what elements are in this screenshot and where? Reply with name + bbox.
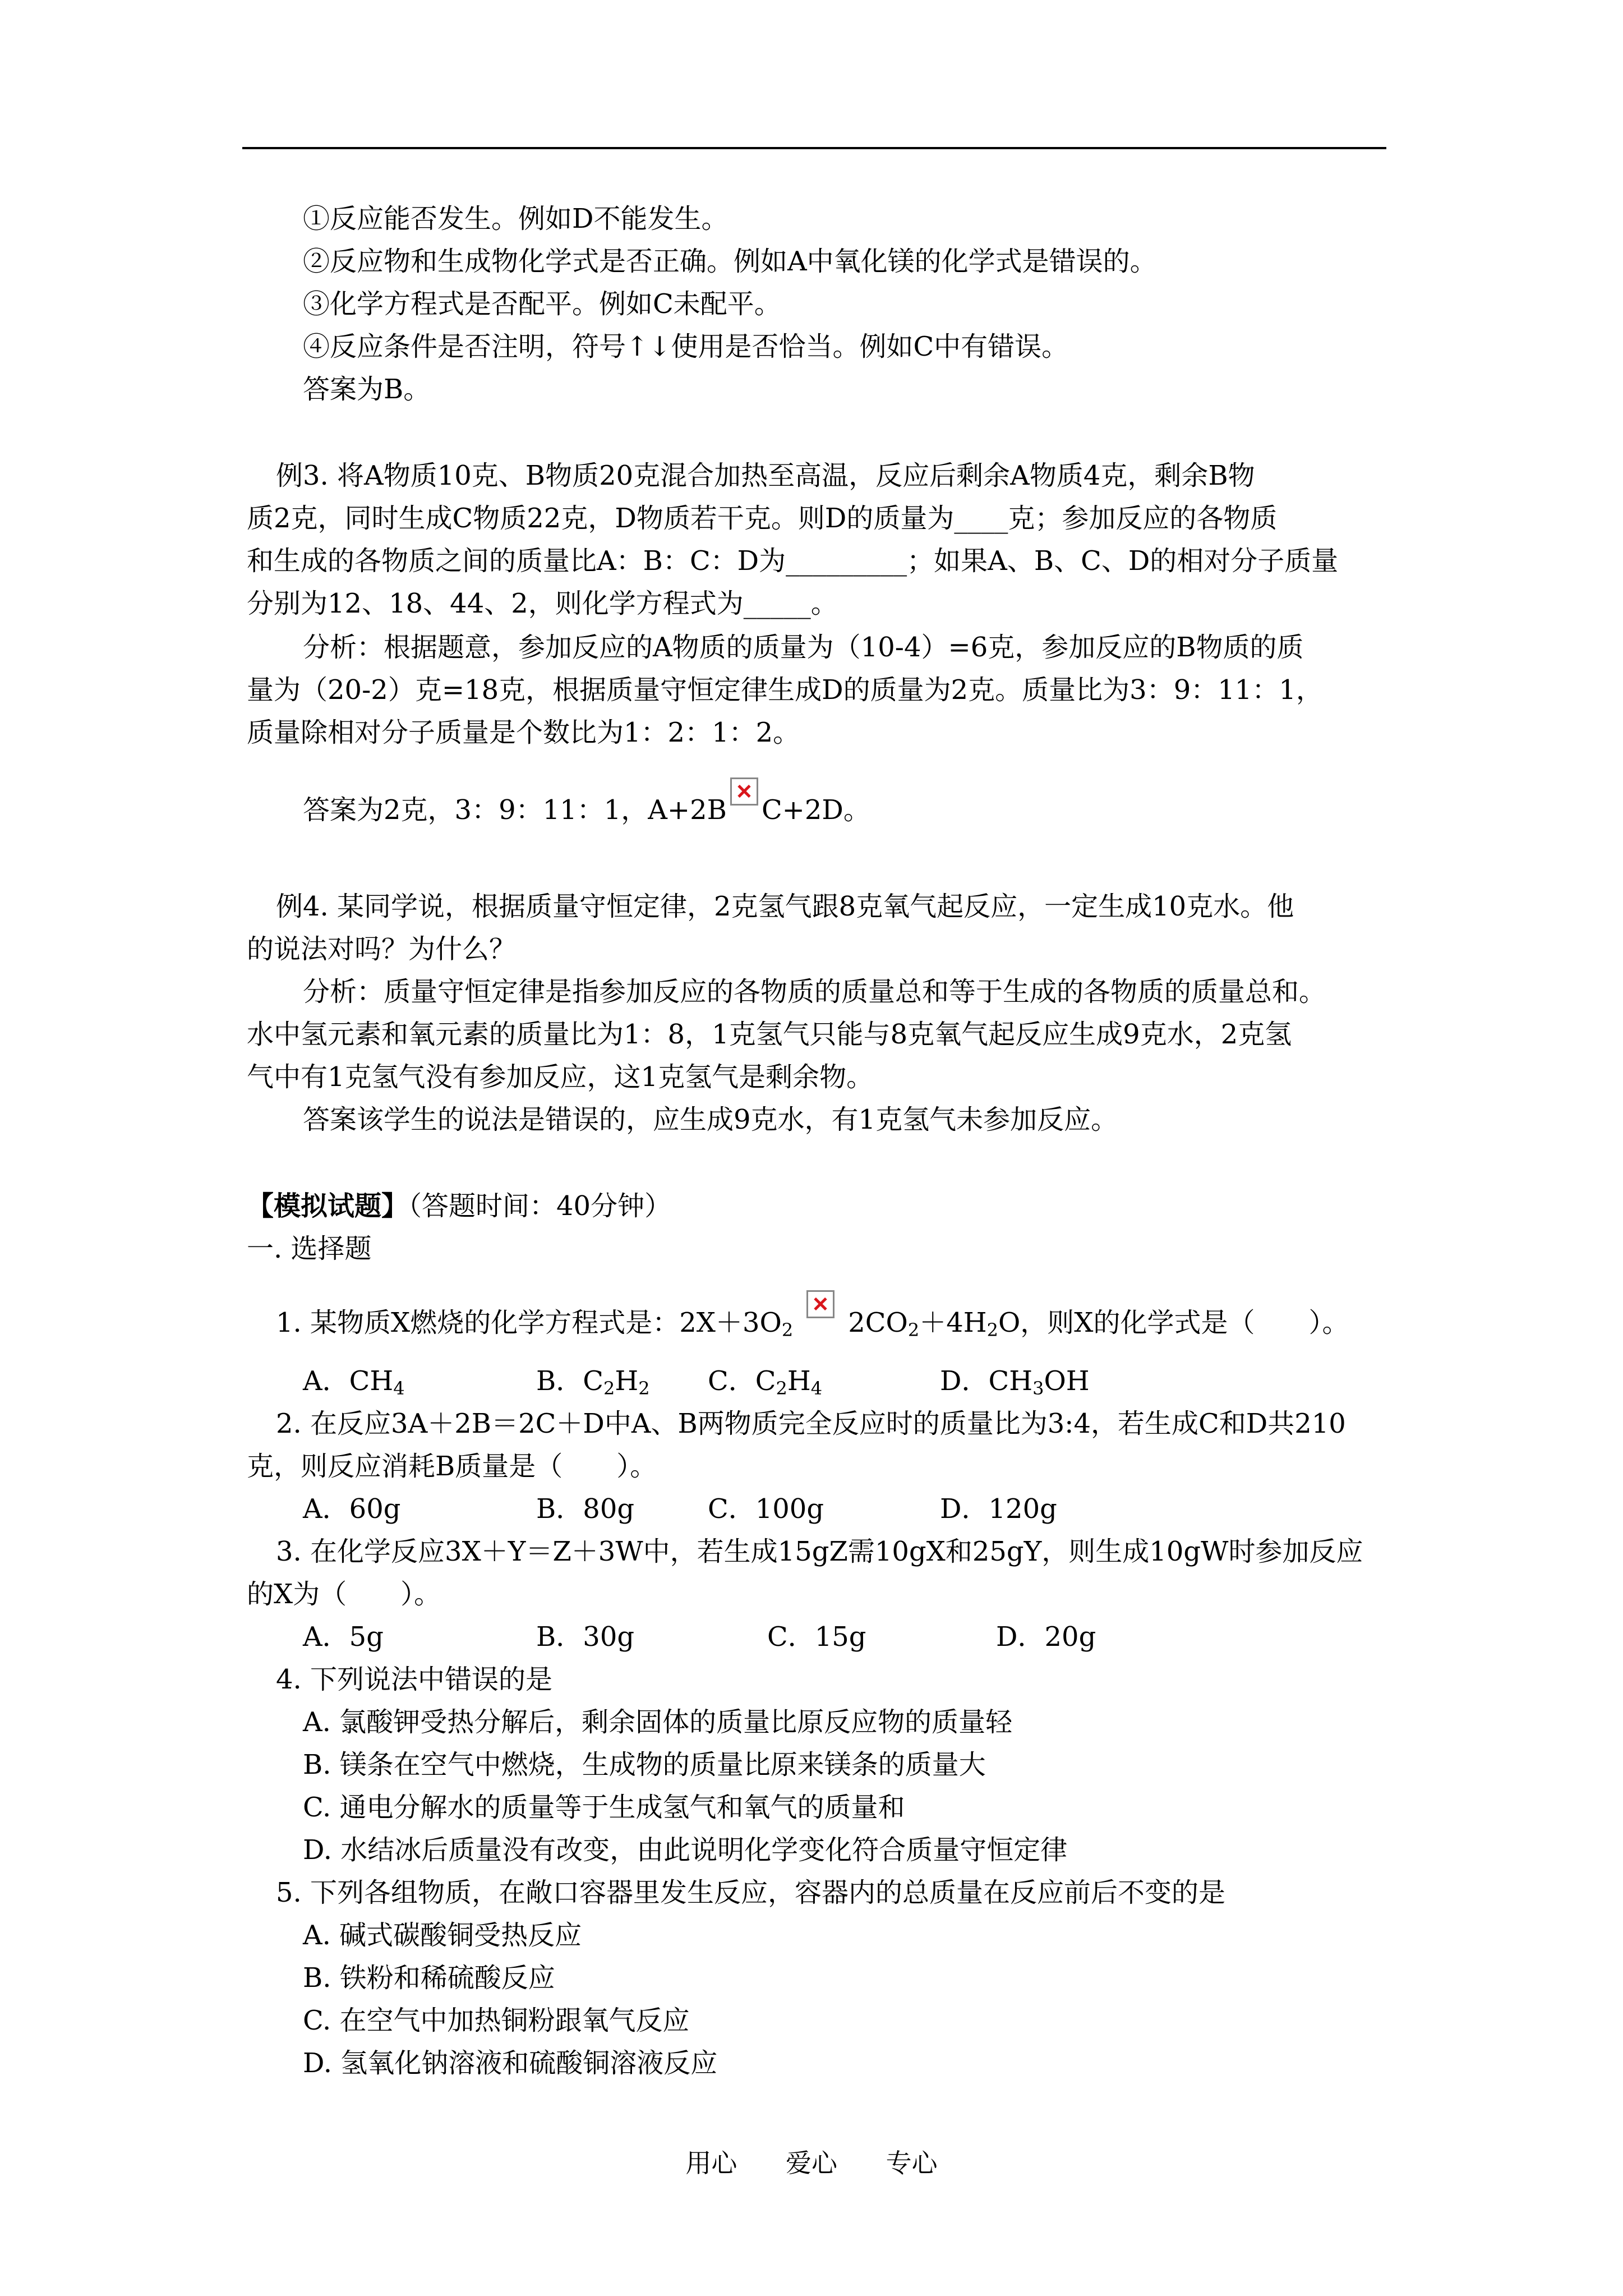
q1-stem-part-d: O，则X的化学式是（ ）。 [998,1307,1349,1338]
subscript: 2 [986,1319,998,1341]
q1-option-b [536,1364,650,1398]
analysis-point-1: ①反应能否发生。例如D不能发生。 [303,203,728,234]
option-text: C．C [708,1365,776,1397]
q1-stem-part-a: 1. 某物质X燃烧的化学方程式是：2X＋3O [276,1307,782,1338]
section-title: 一. 选择题 [247,1233,372,1264]
q1-option-d [940,1364,1090,1398]
example4-analysis-line-1: 分析：质量守恒定律是指参加反应的各物质的质量总和等于生成的各物质的质量总和。 [303,976,1326,1007]
footer-word-3: 专心 [886,2148,938,2178]
broken-image-icon [730,777,758,806]
q3-option-a: A．5g [303,1621,384,1653]
example3-question-line-3: 和生成的各物质之间的质量比A：B：C：D为_________；如果A、B、C、D的相对分子质量 [247,545,1339,577]
analysis-point-3: ③化学方程式是否配平。例如C未配平。 [303,288,781,320]
q5-option-d: D. 氢氧化钠溶液和硫酸铜溶液反应 [303,2047,718,2079]
subscript: 2 [907,1319,920,1341]
example3-answer-left: 答案为2克，3：9：11：1，A+2B [303,794,727,826]
option-text: OH [1044,1365,1090,1397]
subscript: 2 [638,1378,650,1399]
subscript: 2 [603,1378,615,1399]
subscript: 2 [781,1319,794,1341]
example3-analysis-line-3: 质量除相对分子质量是个数比为1：2：1：2。 [247,717,800,748]
q5-option-a: A. 碱式碳酸铜受热反应 [303,1920,582,1951]
option-text: D．CH [940,1365,1033,1397]
option-text: H [787,1365,811,1397]
q3-option-b: B．30g [536,1621,635,1653]
example4-question-line-2: 的说法对吗？为什么？ [247,933,517,965]
example3-question-line-4: 分别为12、18、44、2，则化学方程式为_____。 [247,588,838,619]
q5-option-c: C. 在空气中加热铜粉跟氧气反应 [303,2005,690,2036]
q4-option-b: B. 镁条在空气中燃烧，生成物的质量比原来镁条的质量大 [303,1749,986,1780]
q3-option-c: C．15g [767,1621,866,1653]
q4-stem: 4. 下列说法中错误的是 [276,1664,553,1695]
footer-word-1: 用心 [685,2148,737,2178]
example3-answer [303,793,870,827]
q1-stem-part-c: ＋4H [919,1307,987,1338]
q2-option-c: C．100g [708,1493,824,1525]
q3-stem-line-1: 3. 在化学反应3X＋Y＝Z＋3W中，若生成15gZ需10gX和25gY，则生成10gW时参加反应 [276,1536,1363,1567]
example4-answer: 答案该学生的说法是错误的，应生成9克水，有1克氢气未参加反应。 [303,1104,1118,1135]
q5-option-b: B. 铁粉和稀硫酸反应 [303,1962,555,1994]
q1-stem-part-b: 2CO [848,1307,908,1338]
footer-word-2: 爱心 [786,2148,837,2178]
mock-test-heading [247,1189,671,1223]
q2-stem-line-1: 2. 在反应3A＋2B＝2C＋D中A、B两物质完全反应时的质量比为3:4，若生成C和D共210 [276,1408,1346,1439]
option-text: H [615,1365,639,1397]
subscript: 4 [393,1378,405,1399]
example4-analysis-line-3: 气中有1克氢气没有参加反应，这1克氢气是剩余物。 [247,1061,874,1093]
broken-image-icon [806,1290,834,1318]
option-text: A．CH [303,1365,394,1397]
page-footer [0,2143,1623,2180]
example4-analysis-line-2: 水中氢元素和氧元素的质量比为1：8，1克氢气只能与8克氧气起反应生成9克水，2克氢 [247,1019,1292,1050]
q5-stem: 5. 下列各组物质，在敞口容器里发生反应，容器内的总质量在反应前后不变的是 [276,1877,1226,1908]
mock-test-title: 【模拟试题】 [247,1190,409,1222]
q4-option-d: D. 水结冰后质量没有改变，由此说明化学变化符合质量守恒定律 [303,1834,1068,1866]
q2-option-d: D．120g [940,1493,1057,1525]
example3-analysis-line-1: 分析：根据题意，参加反应的A物质的质量为（10-4）=6克，参加反应的B物质的质 [303,632,1304,663]
option-text: B．C [536,1365,604,1397]
example3-question-line-2: 质2克，同时生成C物质22克，D物质若干克。则D的质量为____克；参加反应的各物质 [247,503,1278,534]
q3-option-d: D．20g [996,1621,1096,1653]
q4-option-c: C. 通电分解水的质量等于生成氢气和氧气的质量和 [303,1792,905,1823]
q1-stem [276,1306,1349,1340]
example4-question-line-1: 例4. 某同学说，根据质量守恒定律，2克氢气跟8克氧气起反应，一定生成10克水。他 [276,891,1294,922]
q2-option-b: B．80g [536,1493,635,1525]
q1-option-a [303,1364,405,1398]
example3-answer-right: C+2D。 [761,794,870,826]
analysis-point-2: ②反应物和生成物化学式是否正确。例如A中氧化镁的化学式是错误的。 [303,246,1157,277]
example3-analysis-line-2: 量为（20-2）克=18克，根据质量守恒定律生成D的质量为2克。质量比为3：9：11：1， [247,674,1323,706]
q2-option-a: A．60g [303,1493,401,1525]
analysis-answer: 答案为B。 [303,374,431,405]
q1-option-c [708,1364,822,1398]
subscript: 3 [1032,1378,1044,1399]
q4-option-a: A. 氯酸钾受热分解后，剩余固体的质量比原反应物的质量轻 [303,1706,1013,1738]
example3-question-line-1: 例3. 将A物质10克、B物质20克混合加热至高温，反应后剩余A物质4克，剩余B物 [276,460,1255,491]
subscript: 2 [776,1378,787,1399]
analysis-point-4: ④反应条件是否注明，符号↑↓使用是否恰当。例如C中有错误。 [303,331,1069,362]
q2-stem-line-2: 克，则反应消耗B质量是（ ）。 [247,1451,657,1482]
subscript: 4 [810,1378,823,1399]
mock-test-time: （答题时间：40分钟） [408,1190,672,1222]
header-rule [242,147,1386,149]
q3-stem-line-2: 的X为（ ）。 [247,1579,441,1610]
